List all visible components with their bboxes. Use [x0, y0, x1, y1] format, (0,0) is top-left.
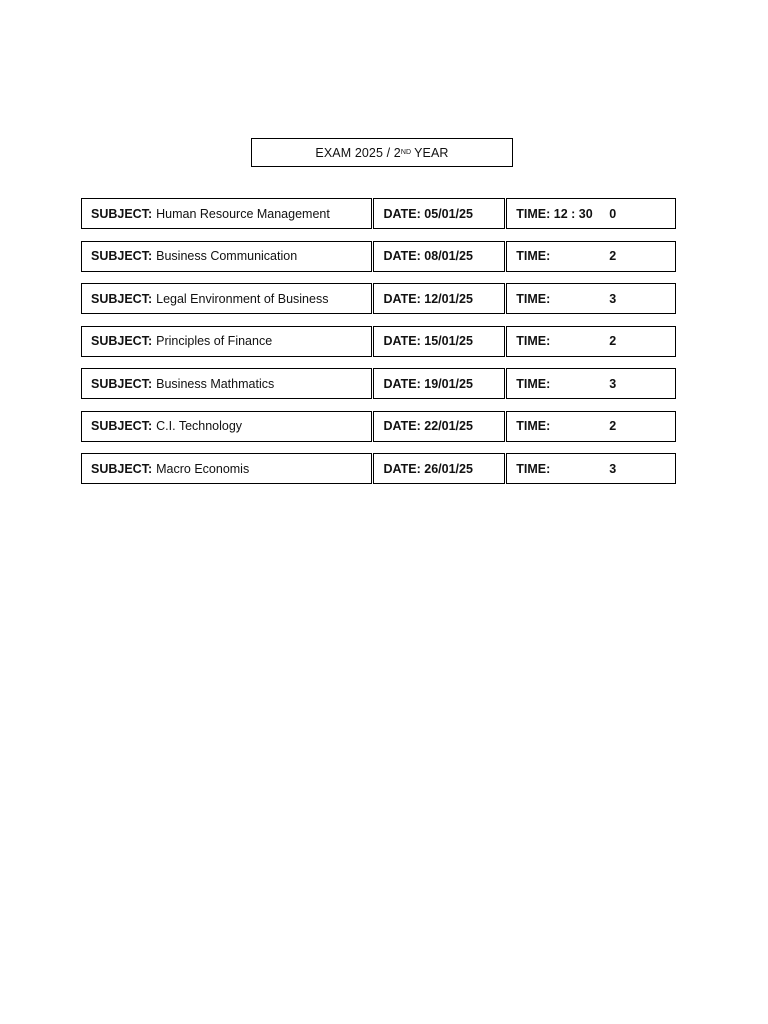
exam-title-superscript: ND [400, 149, 412, 156]
subject-name: C.I. Technology [156, 419, 243, 433]
subject-cell [81, 453, 372, 484]
subject-name: Business Mathmatics [156, 376, 275, 391]
date-cell [373, 453, 506, 484]
time-cell [506, 411, 676, 442]
time-label: TIME: 12 : 30 [516, 206, 593, 221]
time-value: 0 [609, 206, 617, 221]
date-label: DATE: [383, 376, 421, 391]
date-value: 12/01/25 [424, 291, 473, 306]
date-value: 15/01/25 [424, 334, 473, 348]
date-label: DATE: [383, 334, 421, 348]
exam-row [81, 241, 676, 272]
date-cell [373, 241, 506, 272]
date-label: DATE: [383, 461, 421, 476]
date-label: DATE: [383, 291, 421, 306]
time-label: TIME: [516, 249, 551, 263]
date-cell [373, 198, 506, 229]
time-value: 2 [609, 334, 617, 348]
time-label: TIME: [516, 461, 551, 476]
date-value: 22/01/25 [424, 419, 473, 433]
subject-name: Human Resource Management [156, 206, 330, 221]
time-value: 3 [609, 376, 617, 391]
subject-label: SUBJECT: [91, 291, 153, 306]
exam-row [81, 411, 676, 442]
exam-schedule [81, 198, 676, 496]
time-cell [506, 326, 676, 357]
subject-cell [81, 283, 372, 314]
subject-label: SUBJECT: [91, 376, 153, 391]
exam-title-suffix: YEAR [414, 145, 449, 160]
date-value: 26/01/25 [424, 461, 473, 476]
exam-row [81, 453, 676, 484]
time-value: 2 [609, 419, 617, 433]
subject-cell [81, 198, 372, 229]
exam-title [251, 138, 513, 167]
time-value: 3 [609, 291, 617, 306]
subject-cell [81, 326, 372, 357]
date-label: DATE: [383, 249, 421, 263]
subject-name: Principles of Finance [156, 334, 273, 348]
time-label: TIME: [516, 291, 551, 306]
subject-cell [81, 411, 372, 442]
subject-label: SUBJECT: [91, 334, 153, 348]
subject-name: Legal Environment of Business [156, 291, 329, 306]
exam-row [81, 368, 676, 399]
date-label: DATE: [383, 419, 421, 433]
time-cell [506, 241, 676, 272]
date-value: 05/01/25 [424, 206, 473, 221]
subject-name: Business Communication [156, 249, 298, 263]
time-value: 3 [609, 461, 617, 476]
date-cell [373, 411, 506, 442]
subject-label: SUBJECT: [91, 461, 153, 476]
time-label: TIME: [516, 419, 551, 433]
subject-label: SUBJECT: [91, 249, 153, 263]
exam-row [81, 198, 676, 229]
time-cell [506, 283, 676, 314]
date-cell [373, 368, 506, 399]
date-value: 19/01/25 [424, 376, 473, 391]
time-cell [506, 368, 676, 399]
date-cell [373, 326, 506, 357]
date-label: DATE: [383, 206, 421, 221]
time-cell [506, 453, 676, 484]
date-cell [373, 283, 506, 314]
exam-title-prefix: EXAM 2025 / 2 [315, 145, 401, 160]
subject-name: Macro Economis [156, 461, 250, 476]
exam-row [81, 283, 676, 314]
time-cell [506, 198, 676, 229]
time-label: TIME: [516, 334, 551, 348]
subject-cell [81, 241, 372, 272]
subject-label: SUBJECT: [91, 206, 153, 221]
subject-label: SUBJECT: [91, 419, 153, 433]
subject-cell [81, 368, 372, 399]
time-label: TIME: [516, 376, 551, 391]
exam-row [81, 326, 676, 357]
time-value: 2 [609, 249, 617, 263]
date-value: 08/01/25 [424, 249, 473, 263]
